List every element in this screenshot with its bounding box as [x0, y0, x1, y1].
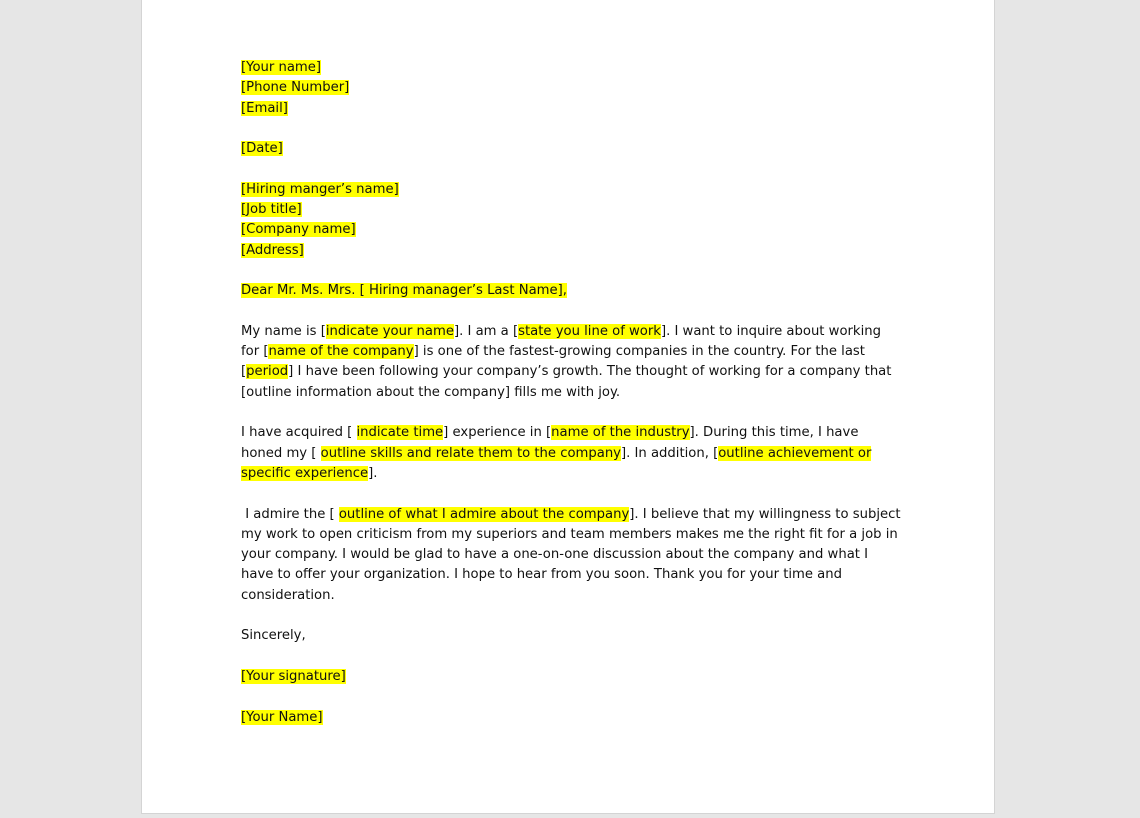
recipient-company-line — [241, 220, 901, 240]
signature: [Your signature] — [241, 668, 346, 684]
paragraph-admiration — [241, 505, 901, 606]
closing: Sincerely, — [241, 628, 306, 644]
spacer — [241, 403, 901, 423]
text-run: My name is [ — [241, 323, 326, 339]
placeholder-highlight: state you line of work — [518, 323, 661, 339]
sender-phone: [Phone Number] — [241, 80, 350, 96]
recipient-address-line — [241, 241, 901, 261]
paragraph-introduction — [241, 322, 901, 403]
recipient-company: [Company name] — [241, 222, 356, 238]
greeting-line — [241, 281, 901, 301]
placeholder-highlight: indicate time — [356, 425, 444, 441]
recipient-name: [Hiring manger’s name] — [241, 181, 399, 197]
text-run: ]. In addition, [ — [620, 445, 719, 461]
recipient-address: [Address] — [241, 242, 304, 258]
spacer — [241, 302, 901, 322]
text-run: ]. — [368, 465, 378, 481]
signature-line — [241, 667, 901, 687]
spacer — [241, 484, 901, 504]
sender-phone-line — [241, 78, 901, 98]
sender-email: [Email] — [241, 100, 288, 116]
text-run: ] is one of the fastest-growing companies in the country. For the last [ — [241, 344, 865, 380]
sender-name: [Your name] — [241, 60, 322, 75]
text-run: ]. I believe that my willingness to subject my work to open criticism from my superiors and team members makes me the right fit for a job in your company. I would be glad to have a one-on-one discussion about the company and what I have to offer your organization. I hope to hear from you soon. Thank you for your time and consideration. — [241, 506, 901, 603]
signoff-name-line — [241, 708, 901, 728]
text-run: I admire the [ — [241, 506, 339, 522]
letter-date: [Date] — [241, 141, 283, 157]
spacer — [241, 687, 901, 707]
sender-email-line — [241, 99, 901, 119]
spacer — [241, 647, 901, 667]
recipient-name-line — [241, 180, 901, 200]
text-run: ]. During this time, I have honed my [ — [241, 425, 859, 461]
signoff-name: [Your Name] — [241, 709, 323, 725]
placeholder-highlight: outline of what I admire about the company — [338, 506, 630, 522]
sender-name-line — [241, 58, 901, 78]
paragraph-experience — [241, 423, 901, 484]
placeholder-highlight: outline achievement or specific experience — [241, 445, 872, 481]
document-page — [141, 0, 995, 814]
text-run: ]. I want to inquire about working for [ — [241, 323, 881, 360]
text-run: ]. I am a [ — [453, 323, 519, 339]
placeholder-highlight: name of the company — [268, 344, 414, 360]
date-line — [241, 139, 901, 159]
spacer — [241, 606, 901, 626]
recipient-title-line — [241, 200, 901, 220]
spacer — [241, 159, 901, 179]
placeholder-highlight: period — [246, 364, 289, 380]
spacer — [241, 261, 901, 281]
text-run: ] experience in [ — [443, 425, 552, 441]
closing-line — [241, 626, 901, 646]
spacer — [241, 119, 901, 139]
text-run: I have acquired [ — [241, 425, 357, 441]
placeholder-highlight: name of the industry — [551, 425, 690, 441]
recipient-job-title: [Job title] — [241, 202, 302, 218]
placeholder-highlight: indicate your name — [325, 323, 454, 339]
greeting: Dear Mr. Ms. Mrs. [ Hiring manager’s Last Name], — [241, 283, 567, 299]
text-run: ] I have been following your company’s growth. The thought of working for a company that [outline information about the company] fills me with joy. — [241, 364, 892, 400]
letter-body[interactable] — [241, 58, 901, 728]
placeholder-highlight: outline skills and relate them to the company — [320, 445, 621, 461]
